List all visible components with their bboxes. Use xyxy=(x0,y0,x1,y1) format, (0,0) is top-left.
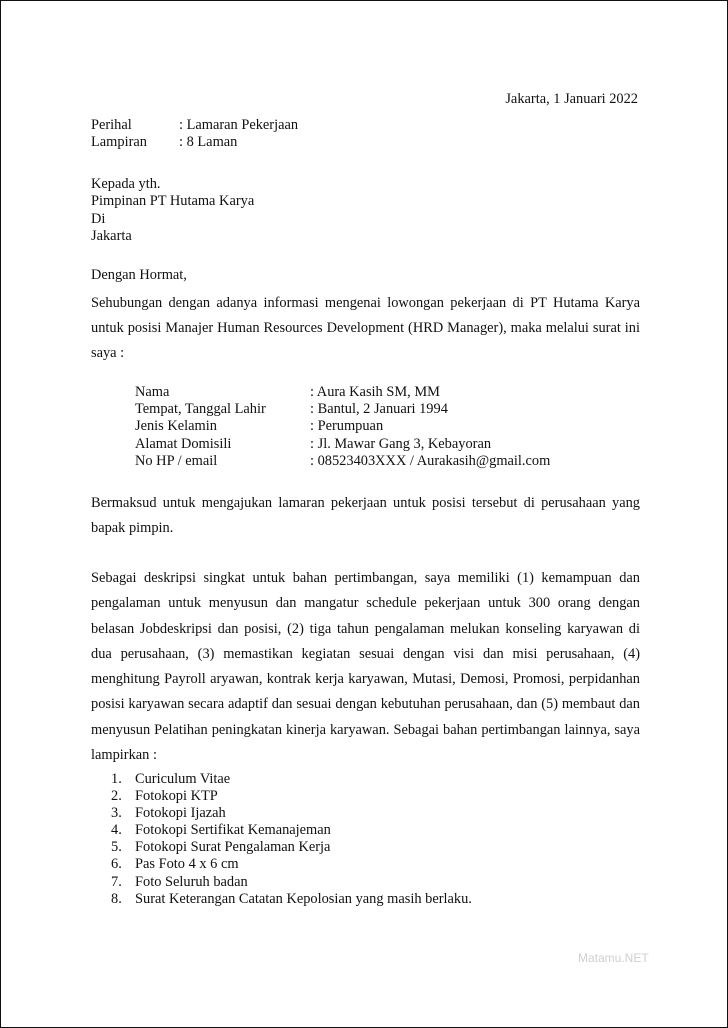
list-text: Fotokopi KTP xyxy=(135,788,218,805)
detail-value: : 08523403XXX / Aurakasih@gmail.com xyxy=(310,452,551,469)
subject-line xyxy=(91,117,298,134)
intro-paragraph: Sehubungan dengan adanya informasi mengenai lowongan pekerjaan di PT Hutama Karya untuk posisi Manajer Human Resources Development (HRD Manager), maka melalui surat ini saya : xyxy=(91,295,640,361)
detail-value: : Bantul, 2 Januari 1994 xyxy=(310,401,448,418)
list-number: 1. xyxy=(111,771,122,787)
recipient-block xyxy=(91,176,254,246)
list-text: Fotokopi Surat Pengalaman Kerja xyxy=(135,839,331,856)
letter-date: Jakarta, 1 Januari 2022 xyxy=(505,91,638,107)
detail-row xyxy=(135,384,550,401)
list-number: 5. xyxy=(111,839,122,856)
detail-row xyxy=(135,418,550,435)
attachment-count-value: : 8 Laman xyxy=(179,134,238,150)
recipient-line: Pimpinan PT Hutama Karya xyxy=(91,193,255,210)
recipient-line: Jakarta xyxy=(91,228,132,245)
detail-row xyxy=(135,401,550,418)
list-item xyxy=(111,805,472,822)
list-text: Surat Keterangan Catatan Kepolosian yang masih berlaku. xyxy=(135,890,472,907)
detail-label: Alamat Domisili xyxy=(135,435,232,452)
detail-label: No HP / email xyxy=(135,452,218,469)
subject-value: : Lamaran Pekerjaan xyxy=(179,117,299,133)
applicant-details xyxy=(135,384,550,470)
detail-row xyxy=(135,436,550,453)
detail-row xyxy=(135,453,550,470)
list-text: Pas Foto 4 x 6 cm xyxy=(135,856,239,873)
purpose-paragraph: Bermaksud untuk mengajukan lamaran pekerjaan untuk posisi tersebut di perusahaan yang bapak pimpin. xyxy=(91,495,640,536)
list-number: 7. xyxy=(111,873,122,890)
detail-label: Nama xyxy=(135,384,170,400)
recipient-line: Kepada yth. xyxy=(91,176,161,192)
list-text: Curiculum Vitae xyxy=(135,771,231,787)
site-watermark: Matamu.NET xyxy=(578,951,649,965)
detail-value: : Jl. Mawar Gang 3, Kebayoran xyxy=(310,435,492,452)
list-item xyxy=(111,891,472,908)
list-number: 4. xyxy=(111,822,122,839)
greeting: Dengan Hormat, xyxy=(91,267,187,283)
list-number: 3. xyxy=(111,805,122,822)
list-text: Fotokopi Ijazah xyxy=(135,805,226,822)
list-number: 8. xyxy=(111,890,122,907)
list-number: 6. xyxy=(111,856,122,873)
attachment-list xyxy=(111,771,472,908)
list-item xyxy=(111,771,472,788)
list-number: 2. xyxy=(111,788,122,805)
list-item xyxy=(111,839,472,856)
detail-label: Tempat, Tanggal Lahir xyxy=(135,401,266,418)
list-item xyxy=(111,822,472,839)
list-text: Fotokopi Sertifikat Kemanajeman xyxy=(135,822,331,839)
list-item xyxy=(111,856,472,873)
list-item xyxy=(111,788,472,805)
attachment-count-label: Lampiran xyxy=(91,134,147,150)
description-paragraph: Sebagai deskripsi singkat untuk bahan pertimbangan, saya memiliki (1) kemampuan dan pengalaman untuk menyusun dan mangatur schedule pekerjaan untuk 300 orang dengan belasan Jobdeskripsi dan posisi, (2) tiga tahun pengalaman melukan konseling karyawan di dua perusahaan, (3) memastikan kegiatan sesuai dengan visi dan misi perusahaan, (4) menghitung Payroll aryawan, kontrak kerja karyawan, Mutasi, Demosi, Promosi, perpidanhan posisi karyawan secara adaptif dan sesuai dengan kebutuhan perusahaan, dan (5) membaut dan menyusun Pelatihan peningkatan kinerja karyawan. Sebagai bahan pertimbangan lainnya, saya lampirkan : xyxy=(91,570,640,764)
subject-label: Perihal xyxy=(91,117,132,133)
detail-label: Jenis Kelamin xyxy=(135,418,217,435)
attachment-count-line xyxy=(91,134,237,151)
detail-value: : Aura Kasih SM, MM xyxy=(310,384,440,400)
list-text: Foto Seluruh badan xyxy=(135,873,248,890)
detail-value: : Perumpuan xyxy=(310,418,384,435)
list-item xyxy=(111,874,472,891)
recipient-line: Di xyxy=(91,210,106,227)
